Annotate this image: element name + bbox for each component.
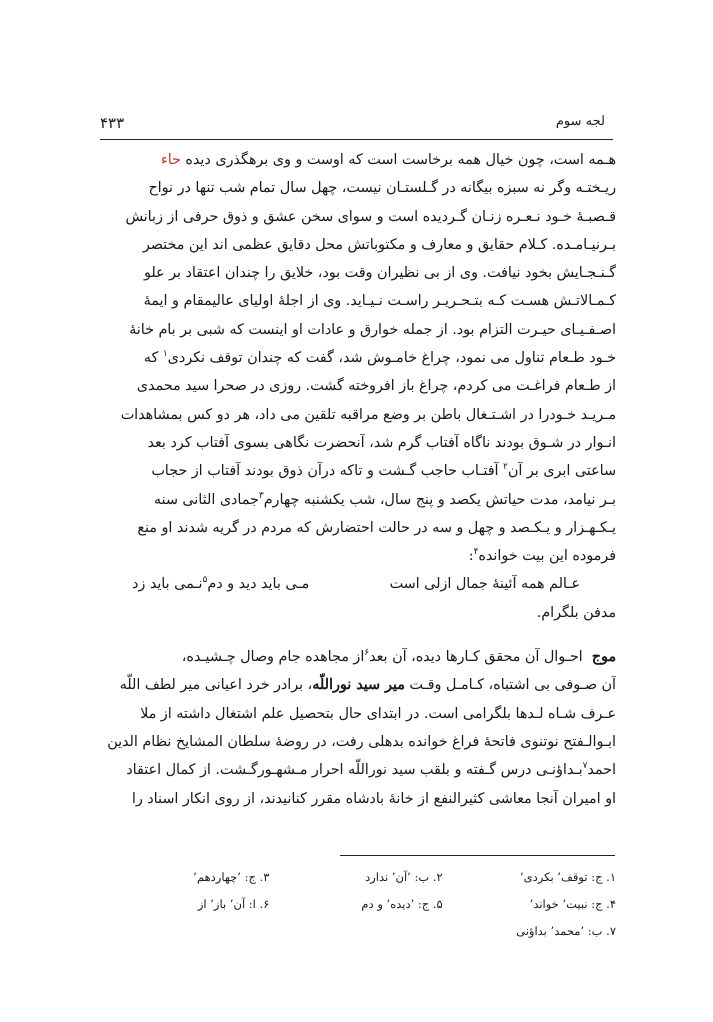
text-line: گـنـجـایش بخود نیافت. وی از بی نظیران وقت بود، خلایق را چندان اعتقاد بر علو bbox=[143, 265, 616, 282]
text-line: بـرنیـامـده. کـلام حقایق و معارف و مکتوباتش محل دقایق عظمی اند این مختصر bbox=[142, 236, 616, 253]
text-line: بـر نیامد، مدت حیاتش یکصد و پنج سال، شب یکشنبه چهارم$^۳$جمادی الثانی سنه bbox=[153, 490, 616, 508]
footnote-row bbox=[96, 864, 616, 891]
footnote-marker: ۳ bbox=[258, 490, 264, 501]
footnote-marker: ۲ bbox=[503, 462, 508, 473]
text-line: از طـعام فراغـت می کردم، چراغ باز افروخته گشت. روزی در صحرا سید محمدی bbox=[136, 378, 616, 395]
footnote: ۲. ب: ٬آن٬ ندارد bbox=[365, 870, 443, 884]
text-line: یـکـهـزار و یـکـصد و چهل و سه در حالت احتضارش که مردم در گریه شدند او منع bbox=[137, 519, 616, 536]
footnote-row bbox=[96, 891, 616, 918]
text-line: فرموده این بیت خوانده$^۴$: bbox=[468, 547, 616, 565]
red-word: حاء bbox=[160, 152, 181, 168]
burial-line: مدفن بلگرام. bbox=[536, 604, 616, 621]
verse-hemistich-2: مـی باید دید و دم$^۵$نـمی باید زد bbox=[132, 575, 310, 593]
footnote-marker: ۱ bbox=[162, 349, 168, 360]
verse-hemistich-1: عـالم همه آئینهٔ جمال ازلی است bbox=[389, 576, 580, 593]
entry-heading: موج bbox=[591, 649, 616, 666]
text-line: احمد$^۷$بـداؤنـی درس گـفته و بلقب سید نوراللّه احرار مـشهـورگـشت. از کمال اعتقاد bbox=[126, 761, 616, 779]
text-line: ریـختـه وگر نه سبزه بیگانه در گـلستـان نیست، چهل سال تمام شب تنها در نواح bbox=[148, 180, 616, 197]
text-line: اصـفـیـای حیـرت التزام بود. از جمله خوارق و عادات او اینست که شبی بر بام خانهٔ bbox=[129, 321, 616, 338]
footnote-marker: ۷ bbox=[582, 761, 588, 772]
main-text bbox=[96, 146, 616, 813]
footnote-marker: ۵ bbox=[202, 575, 208, 586]
footnote-row bbox=[96, 918, 616, 945]
verse-line bbox=[96, 570, 616, 598]
text-line: عـرف شـاه لـدها بلگرامی است. در ابتدای حال بتحصیل علم اشتغال داشته از ملا bbox=[140, 705, 616, 722]
page-number: ۴۳۳ bbox=[100, 114, 125, 132]
footnote-marker: ۶ bbox=[364, 648, 370, 659]
text-line: هـمه است، چون خیال همه برخاست است که اوست و وی برهگذری دیده حاء bbox=[160, 152, 616, 168]
footnote: ۱. ج: توقف٬ بکردی٬ bbox=[520, 870, 616, 884]
bold-name: میر سید نوراللّه bbox=[312, 677, 405, 694]
text-line: او امیران آنجا معاشی کثیرالنفع از خانهٔ بادشاه مقرر کنانیدند، از روی انکار اسناد را bbox=[131, 790, 616, 807]
text-line: ابـوالـفتح نوتنوی فاتحهٔ فراغ خوانده بدهلی رفت، در روضهٔ سلطان المشایخ نظام الدین bbox=[107, 733, 616, 750]
running-title: لجه سوم bbox=[555, 114, 605, 129]
text-line: موج احـوال آن محقق کـارها دیده، آن بعد$^۶$از مجاهده جام وصال چـشیـده، bbox=[181, 648, 616, 666]
section-gap bbox=[96, 627, 616, 643]
footnote: ۷. ب: ٬محمد٬ بداؤنی bbox=[516, 924, 616, 938]
text-line: ساعتی ابری بر آن$^۲$ آفتـاب حاجب گـشت و تاکه درآن ذوق بودند آفتاب از حجاب bbox=[151, 462, 616, 480]
text-line: مـریـد خـودرا در اشـتـغال باطن بر وضع مراقبه تلقین می داد، هر دو کس بمشاهدات bbox=[120, 406, 616, 423]
footnotes bbox=[96, 864, 616, 945]
text-line: قـصبـهٔ خـود نـعـره زنـان گـردیده است و سوای سخن عشق و ذوق حرفی از زبانش bbox=[125, 208, 616, 225]
text-line: آن صـوفی بی اشتباه، کـامـل وقـت میر سید نوراللّه، برادر خرد اعیانی میر لطف اللّه bbox=[119, 677, 616, 694]
footnote: ۶. ا: آن٬ باز٬ از bbox=[197, 897, 270, 911]
footnote: ۳. ج: ٬چهاردهم٬ bbox=[193, 870, 270, 884]
header-rule bbox=[100, 139, 613, 140]
text-line: انـوار در شـوق بودند ناگاه آفتاب گرم شد، آنحضرت نگاهی بسوی آفتاب کرد بعد bbox=[147, 434, 616, 451]
footnote: ۴. ج: نبیت٬ خواند٬ bbox=[529, 897, 616, 911]
text-line: خـود طـعام تناول می نمود، چراغ خامـوش شد، گفت که چندان توقف نکردی$^۱$ که bbox=[143, 349, 616, 367]
footnote-rule bbox=[340, 855, 615, 856]
text-line: کـمـالاتـش هسـت کـه بتـحـریـر راسـت نـیـاید. وی از اجلهٔ اولیای عالیمقام و ایمهٔ bbox=[143, 293, 616, 310]
footnote-marker: ۴ bbox=[473, 547, 479, 558]
footnote: ۵. ج: ٬دیده٬ و دم bbox=[361, 897, 443, 911]
